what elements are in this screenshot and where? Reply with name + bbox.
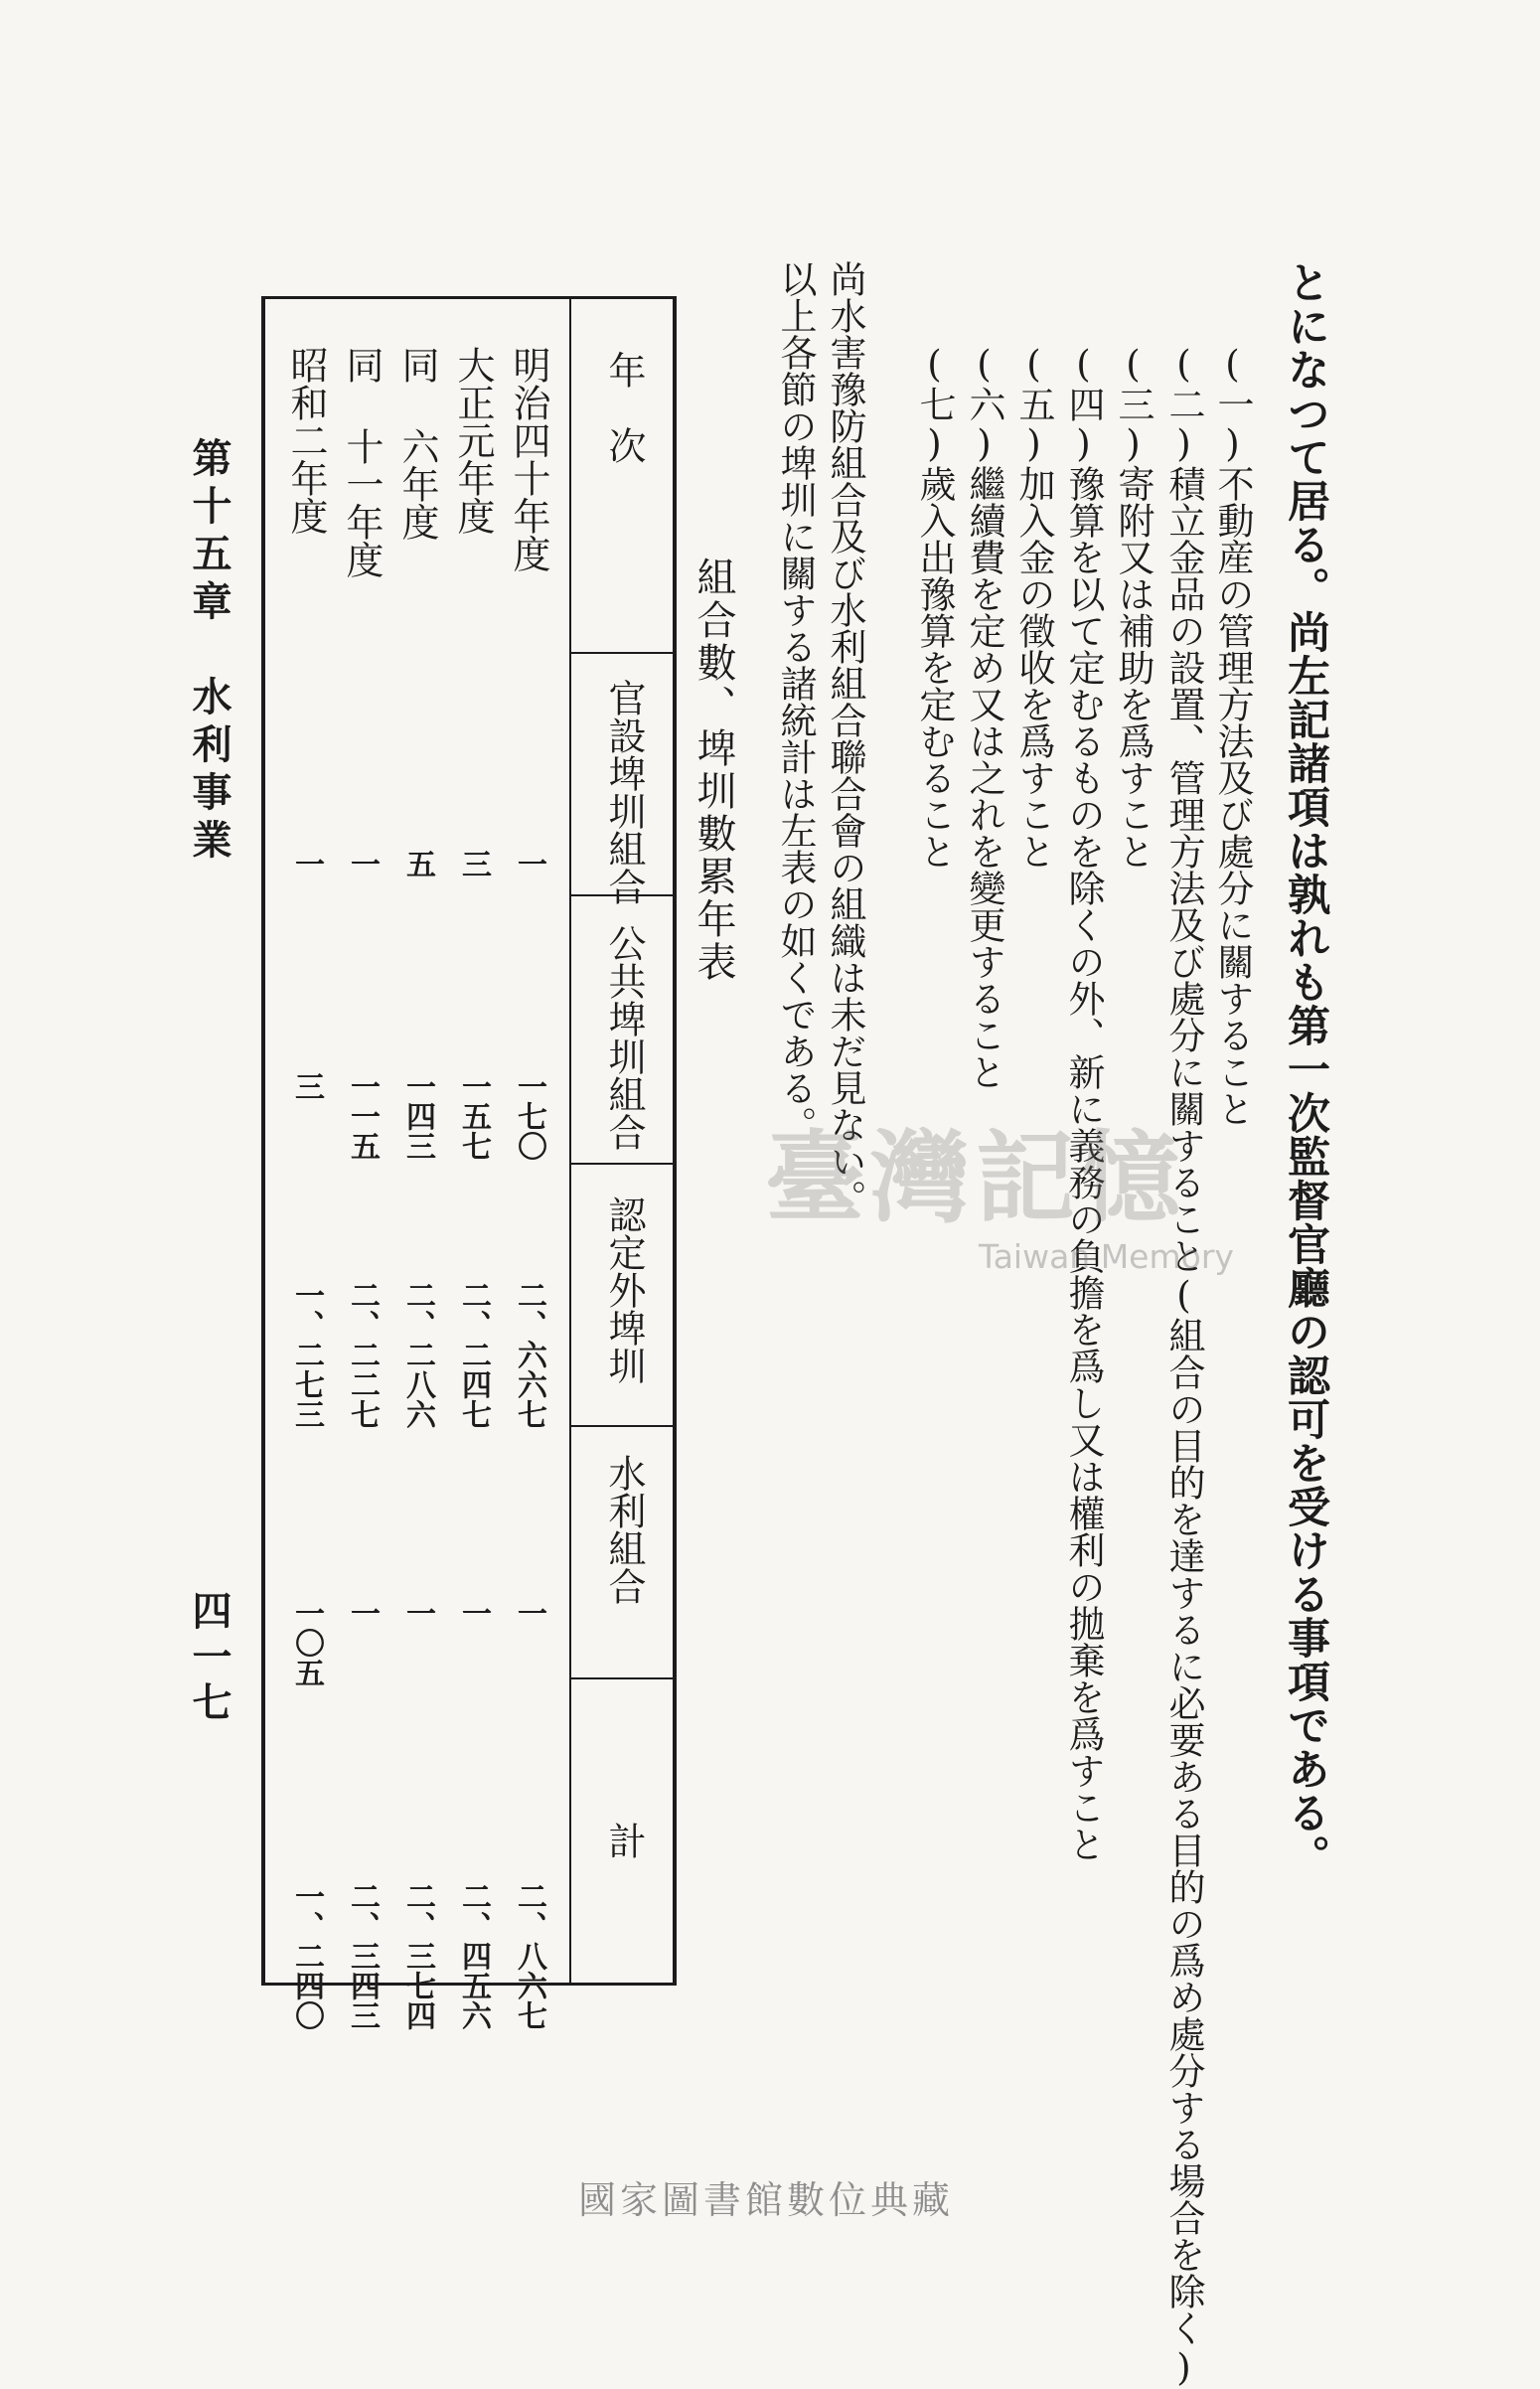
list-item-2: (二)積立金品の設置、管理方法及び處分に關すること(組合の目的を達するに必要ある目的の爲め處分する場合を除く) <box>1162 343 1205 2389</box>
cell-water: 一 <box>456 1598 491 1628</box>
header-official: 官設埤圳組合 <box>602 679 646 905</box>
row-year: 同 六年度 <box>395 346 439 541</box>
cell-official: 三 <box>456 849 491 878</box>
cell-unrecognized: 二、六六七 <box>512 1280 546 1429</box>
list-item-4: (四)豫算を以て定むるものを除くの外、新に義務の負擔を爲し又は權利の拋棄を爲すこと <box>1062 343 1105 1862</box>
header-total: 計 <box>602 1822 646 1859</box>
cell-water: 一 <box>345 1598 380 1628</box>
library-footer-text: 國家圖書館數位典藏 <box>578 2178 955 2222</box>
chapter-title: 第十五章 水利事業 <box>186 437 232 867</box>
closing-line-2: 以上各節の埤圳に關する諸統計は左表の如くである。 <box>774 260 817 1143</box>
cell-total: 二、三七四 <box>400 1881 435 2030</box>
header-sep-5 <box>569 1677 677 1679</box>
cell-unrecognized: 二、二二七 <box>345 1280 380 1429</box>
cell-water: 一 <box>400 1598 435 1628</box>
cell-official: 五 <box>400 849 435 878</box>
header-public: 公共埤圳組合 <box>602 924 646 1151</box>
table-top-border <box>261 296 677 299</box>
header-sep-1 <box>569 652 677 654</box>
header-sep-3 <box>569 1163 677 1165</box>
cell-unrecognized: 二、二八六 <box>400 1280 435 1429</box>
row-year: 昭和二年度 <box>284 346 328 535</box>
watermark-logo-text: 臺灣記憶 <box>765 1119 1186 1236</box>
stats-table <box>261 296 677 2030</box>
cell-total: 一、二四〇 <box>289 1881 324 2030</box>
table-right-border <box>673 296 677 1986</box>
watermark-english-text: Taiwan Memory <box>979 1237 1234 1276</box>
cell-official: 一 <box>512 849 546 878</box>
cell-water: 一〇五 <box>289 1598 324 1687</box>
cell-public: 一五七 <box>456 1071 491 1161</box>
row-year: 大正元年度 <box>451 346 495 535</box>
list-item-1: (一)不動産の管理方法及び處分に關すること <box>1211 343 1254 1127</box>
list-item-6: (六)繼續費を定め又は之れを變更すること <box>963 343 1005 1090</box>
header-unrecognized: 認定外埤圳 <box>602 1195 646 1384</box>
header-divider <box>569 296 571 1986</box>
body-line-intro: とになつて居る。尚左記諸項は孰れも第一次監督官廳の認可を受ける事項である。 <box>1281 260 1330 1878</box>
list-item-7: (七)歲入出豫算を定むること <box>913 343 956 870</box>
table-title: 組合數、埤圳數累年表 <box>691 557 736 984</box>
list-item-5: (五)加入金の徵收を爲すこと <box>1012 343 1055 870</box>
cell-public: 三 <box>289 1071 324 1101</box>
closing-line-1: 尚水害豫防組合及び水利組合聯合會の組織は未だ見ない。 <box>824 260 866 1216</box>
cell-public: 一七〇 <box>512 1071 546 1161</box>
row-year: 同 十一年度 <box>340 346 384 578</box>
header-year: 年 次 <box>602 351 646 464</box>
cell-total: 二、八六七 <box>512 1881 546 2030</box>
cell-official: 一 <box>345 849 380 878</box>
cell-unrecognized: 一、二七三 <box>289 1280 324 1429</box>
list-item-3: (三)寄附又は補助を爲すこと <box>1112 343 1155 870</box>
header-sep-4 <box>569 1425 677 1427</box>
page-number: 四一七 <box>186 1590 232 1727</box>
cell-public: 一四三 <box>400 1071 435 1161</box>
cell-total: 二、四五六 <box>456 1881 491 2030</box>
header-water: 水利組合 <box>602 1454 646 1605</box>
cell-unrecognized: 二、二四七 <box>456 1280 491 1429</box>
cell-total: 二、三四三 <box>345 1881 380 2030</box>
row-year: 明治四十年度 <box>507 346 550 572</box>
cell-public: 一一五 <box>345 1071 380 1161</box>
cell-water: 一 <box>512 1598 546 1628</box>
cell-official: 一 <box>289 849 324 878</box>
table-left-border <box>261 296 265 1986</box>
